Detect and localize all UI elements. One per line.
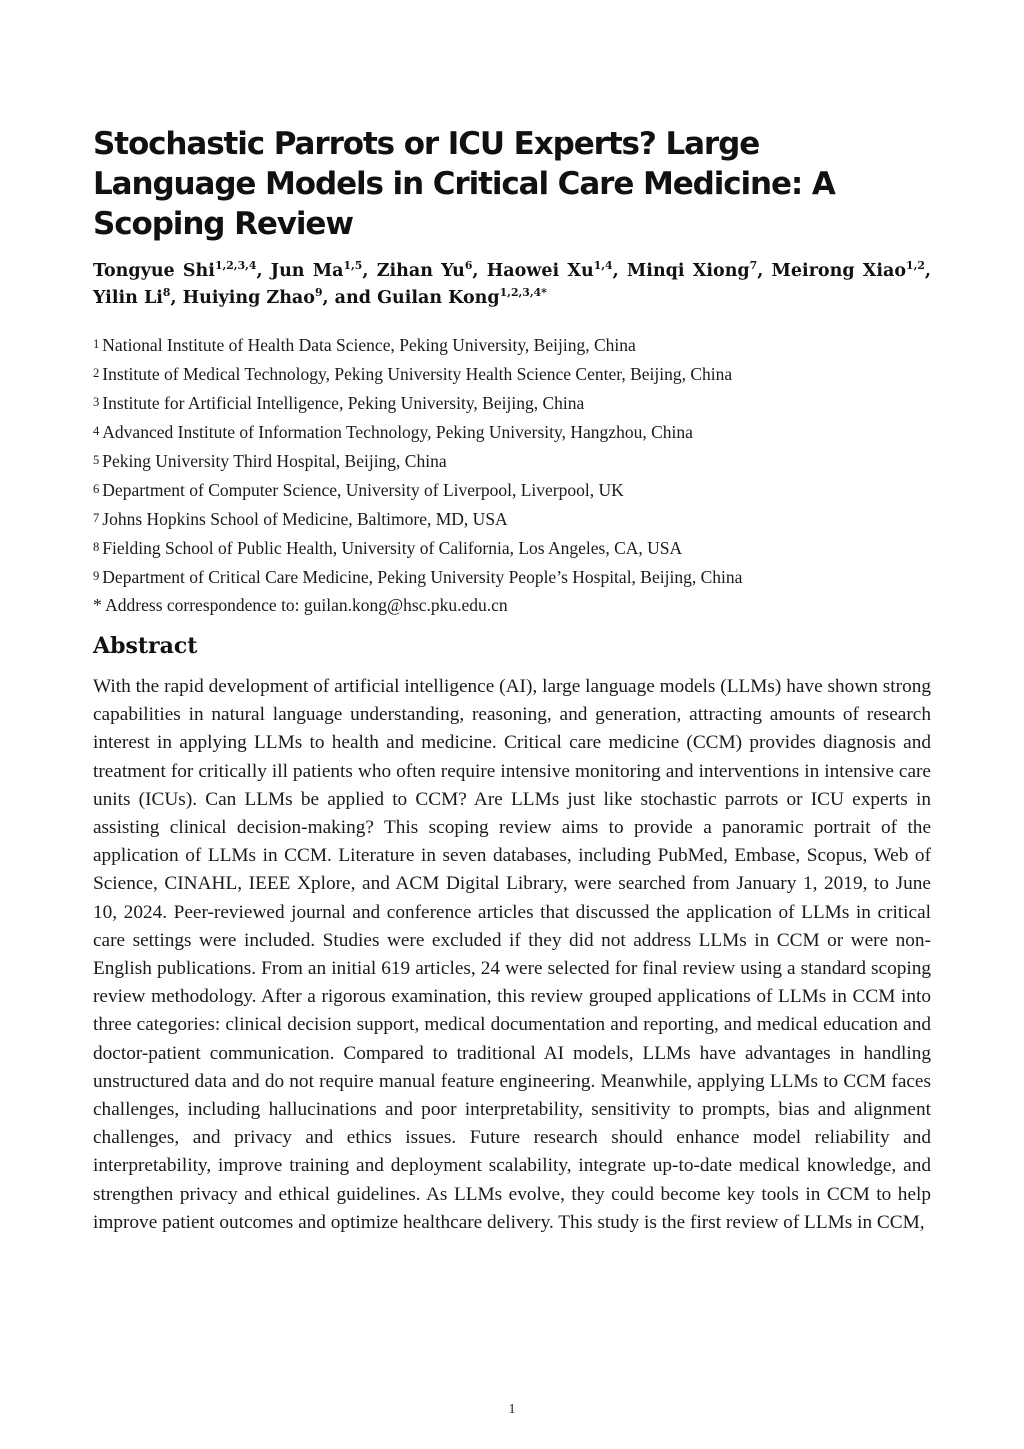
affiliation-text: Institute of Medical Technology, Peking University Health Science Center, Beijing, China (102, 364, 733, 384)
affiliation-list (93, 330, 931, 619)
affiliation-text: Fielding School of Public Health, University of California, Los Angeles, CA, USA (102, 538, 683, 558)
author-affil-marks: 1,5 (343, 259, 363, 273)
paper-title: Stochastic Parrots or ICU Experts? Large Language Models in Critical Care Medicine: A Scoping Review (93, 126, 835, 242)
affiliation-mark: 5 (93, 453, 100, 467)
abstract-paragraph: With the rapid development of artificial intelligence (AI), large language models (LLMs) have shown strong capabilities in natural language understanding, reasoning, and generation, attracting amounts of research interest in applying LLMs to health and medicine. Critical care medicine (CCM) provides diagnosis and treatment for critically ill patients who often require intensive monitoring and interventions in intensive care units (ICUs). Can LLMs be applied to CCM? Are LLMs just like stochastic parrots or ICU experts in assisting clinical decision-making? This scoping review aims to provide a panoramic portrait of the application of LLMs in CCM. Literature in seven databases, including PubMed, Embase, Scopus, Web of Science, CINAHL, IEEE Xplore, and ACM Digital Library, were searched from January 1, 2019, to June 10, 2024. Peer-reviewed journal and conference articles that discussed the application of LLMs in critical care settings were included. Studies were excluded if they did not address LLMs in CCM or were non-English publications. From an initial 619 articles, 24 were selected for final review using a standard scoping review methodology. After a rigorous examination, this review grouped applications of LLMs in CCM into three categories: clinical decision support, medical documentation and reporting, and medical education and doctor-patient communication. Compared to traditional AI models, LLMs have advantages in handling unstructured data and do not require manual feature engineering. Meanwhile, applying LLMs to CCM faces challenges, including hallucinations and poor interpretability, sensitivity to prompts, bias and alignment challenges, and privacy and ethics issues. Future research should enhance model reliability and interpretability, improve training and deployment scalability, integrate up-to-date medical knowledge, and strengthen privacy and ethical guidelines. As LLMs evolve, they could become key tools in CCM to help improve patient outcomes and optimize healthcare delivery. This study is the first review of LLMs in CCM, (93, 676, 931, 1233)
affiliation-item (93, 330, 931, 359)
author: Guilan Kong$^{1,2,3,4*}$ (377, 286, 547, 308)
author: Meirong Xiao$^{1,2}$ (771, 259, 925, 281)
affiliation-mark: 7 (93, 511, 100, 525)
affiliation-item (93, 417, 931, 446)
correspondence-line: * Address correspondence to: guilan.kong@hsc.pku.edu.cn (93, 595, 508, 615)
affiliation-item (93, 562, 931, 591)
author-affil-marks: 6 (464, 259, 473, 273)
affiliation-mark: 2 (93, 366, 100, 380)
affiliation-item (93, 504, 931, 533)
affiliation-item (93, 533, 931, 562)
affiliation-text: Department of Critical Care Medicine, Peking University People’s Hospital, Beijing, China (102, 567, 743, 587)
affiliation-text: National Institute of Health Data Science, Peking University, Beijing, China (102, 335, 636, 355)
author-affil-marks: 1,2 (906, 259, 925, 273)
affiliation-mark: 8 (93, 540, 100, 554)
author: Zihan Yu$^6$ (376, 259, 473, 281)
author-list: Tongyue Shi$^{1,2,3,4}$, Jun Ma$^{1,5}$, Zihan Yu$^6$, Haowei Xu$^{1,4}$, Minqi Xiong$^7$, Meirong Xiao$^{1,2}$, Yilin Li$^8$, Huiying Zhao$^9$, and Guilan Kong$^{1,2,3,4*}$ (93, 259, 932, 308)
author: Tongyue Shi$^{1,2,3,4}$ (93, 259, 257, 281)
affiliation-mark: 6 (93, 482, 100, 496)
author-affil-marks: 8 (162, 286, 171, 300)
author: Minqi Xiong$^7$ (626, 259, 758, 281)
affiliation-mark: 3 (93, 395, 100, 409)
author-affil-marks: 9 (314, 286, 323, 300)
affiliation-item (93, 388, 931, 417)
affiliation-mark: 1 (93, 337, 100, 351)
author: Jun Ma$^{1,5}$ (270, 259, 363, 281)
author-affil-marks: 1,2,3,4* (499, 286, 547, 300)
author-affil-marks: 7 (749, 259, 758, 273)
author-affil-marks: 1,4 (593, 259, 613, 273)
author-affil-marks: 1,2,3,4 (214, 259, 257, 273)
affiliation-text: Institute for Artificial Intelligence, Peking University, Beijing, China (102, 393, 585, 413)
paper-page (93, 124, 931, 1237)
author: Yilin Li$^8$ (93, 286, 171, 308)
abstract-heading: Abstract (93, 633, 198, 659)
affiliation-item (93, 359, 931, 388)
affiliation-item (93, 475, 931, 504)
affiliation-text: Advanced Institute of Information Technology, Peking University, Hangzhou, China (102, 422, 693, 442)
affiliation-text: Johns Hopkins School of Medicine, Baltimore, MD, USA (102, 509, 508, 529)
author: Haowei Xu$^{1,4}$ (486, 259, 613, 281)
affiliation-item (93, 446, 931, 475)
page-number: 1 (508, 1402, 516, 1417)
affiliation-text: Peking University Third Hospital, Beijing, China (102, 451, 447, 471)
affiliation-mark: 4 (93, 424, 100, 438)
affiliation-mark: 9 (93, 569, 100, 583)
author: Huiying Zhao$^9$ (182, 286, 323, 308)
affiliation-text: Department of Computer Science, University of Liverpool, Liverpool, UK (102, 480, 624, 500)
